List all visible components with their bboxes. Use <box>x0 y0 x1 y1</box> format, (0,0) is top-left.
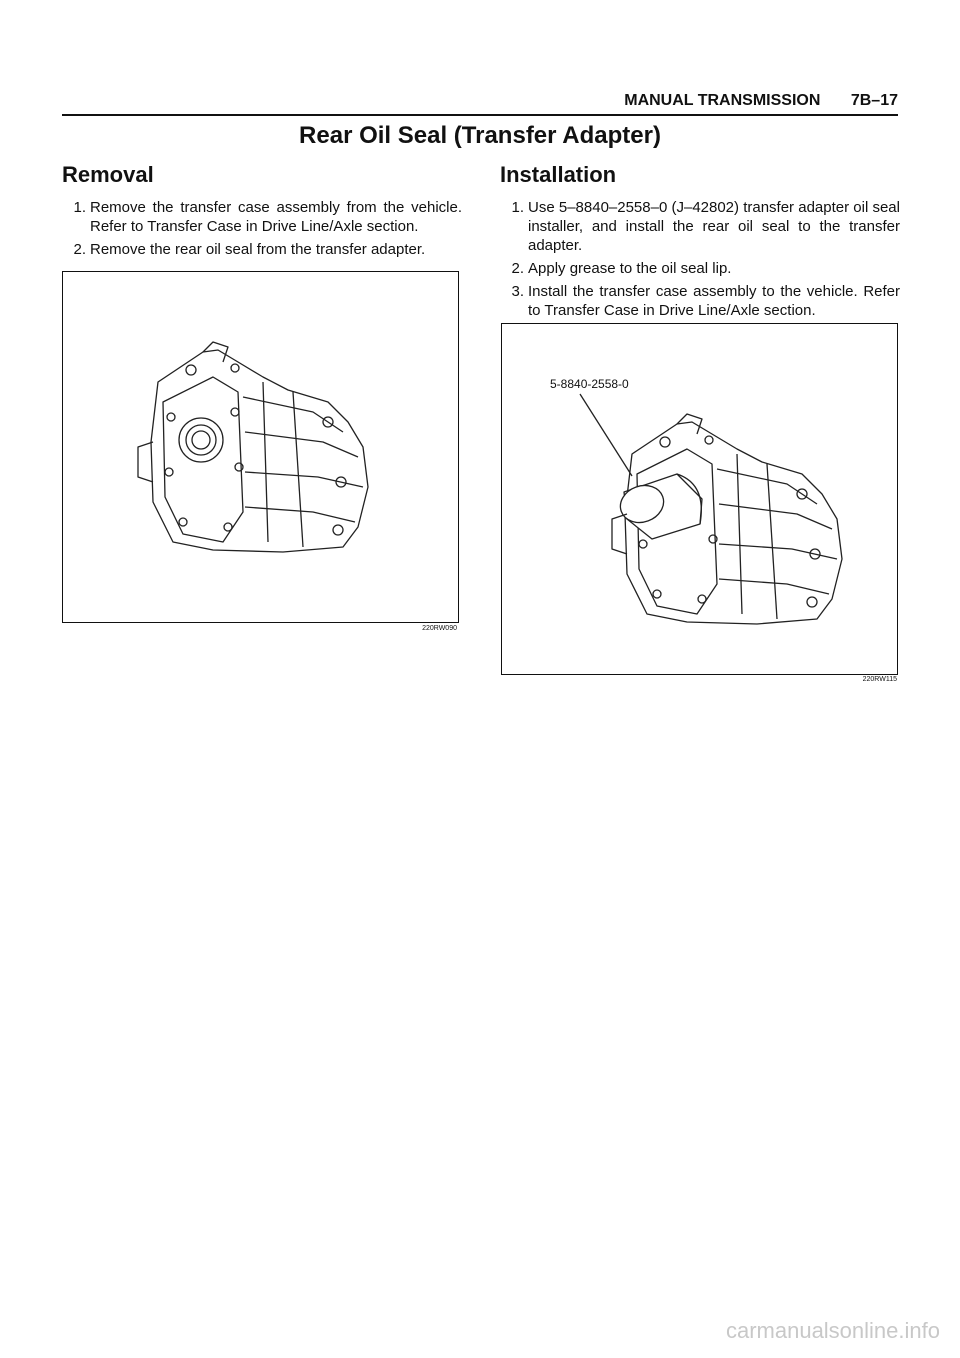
step-text: Install the transfer case assembly to the vehicle. Refer to Transfer Case in Drive Line/Axle section. <box>528 283 900 319</box>
installation-section <box>500 162 900 324</box>
figure-code: 220RW090 <box>422 625 457 632</box>
step-number: 2. <box>511 260 524 277</box>
removal-section <box>62 162 462 263</box>
installation-heading: Installation <box>500 162 617 187</box>
step-text: Remove the transfer case assembly from the vehicle. Refer to Transfer Case in Drive Line/Axle section. <box>90 199 462 235</box>
step-number: 3. <box>511 283 524 300</box>
header-rule <box>62 114 898 116</box>
installation-figure <box>501 323 898 675</box>
page-header <box>62 88 898 114</box>
installation-steps <box>500 198 900 320</box>
step-text: Use 5–8840–2558–0 (J–42802) transfer adapter oil seal installer, and install the rear oil seal to the transfer adapter. <box>528 199 900 254</box>
step-number: 1. <box>73 199 86 216</box>
transmission-illustration <box>63 272 458 622</box>
step-number: 2. <box>73 241 86 258</box>
header-section: MANUAL TRANSMISSION <box>624 92 821 109</box>
page-title: Rear Oil Seal (Transfer Adapter) <box>299 122 661 149</box>
step-number: 1. <box>511 199 524 216</box>
figure-code: 220RW115 <box>862 676 897 683</box>
list-item <box>500 282 900 320</box>
list-item <box>62 240 462 259</box>
list-item <box>500 198 900 255</box>
header-page-number: 7B–17 <box>850 92 898 109</box>
watermark: carmanualsonline.info <box>725 1318 940 1343</box>
list-item <box>62 198 462 236</box>
removal-figure <box>62 271 459 623</box>
tool-callout-label: 5-8840-2558-0 <box>550 377 629 391</box>
step-text: Apply grease to the oil seal lip. <box>528 260 732 277</box>
removal-heading: Removal <box>62 162 154 187</box>
removal-steps <box>62 198 462 259</box>
list-item <box>500 259 900 278</box>
step-text: Remove the rear oil seal from the transfer adapter. <box>90 241 426 258</box>
